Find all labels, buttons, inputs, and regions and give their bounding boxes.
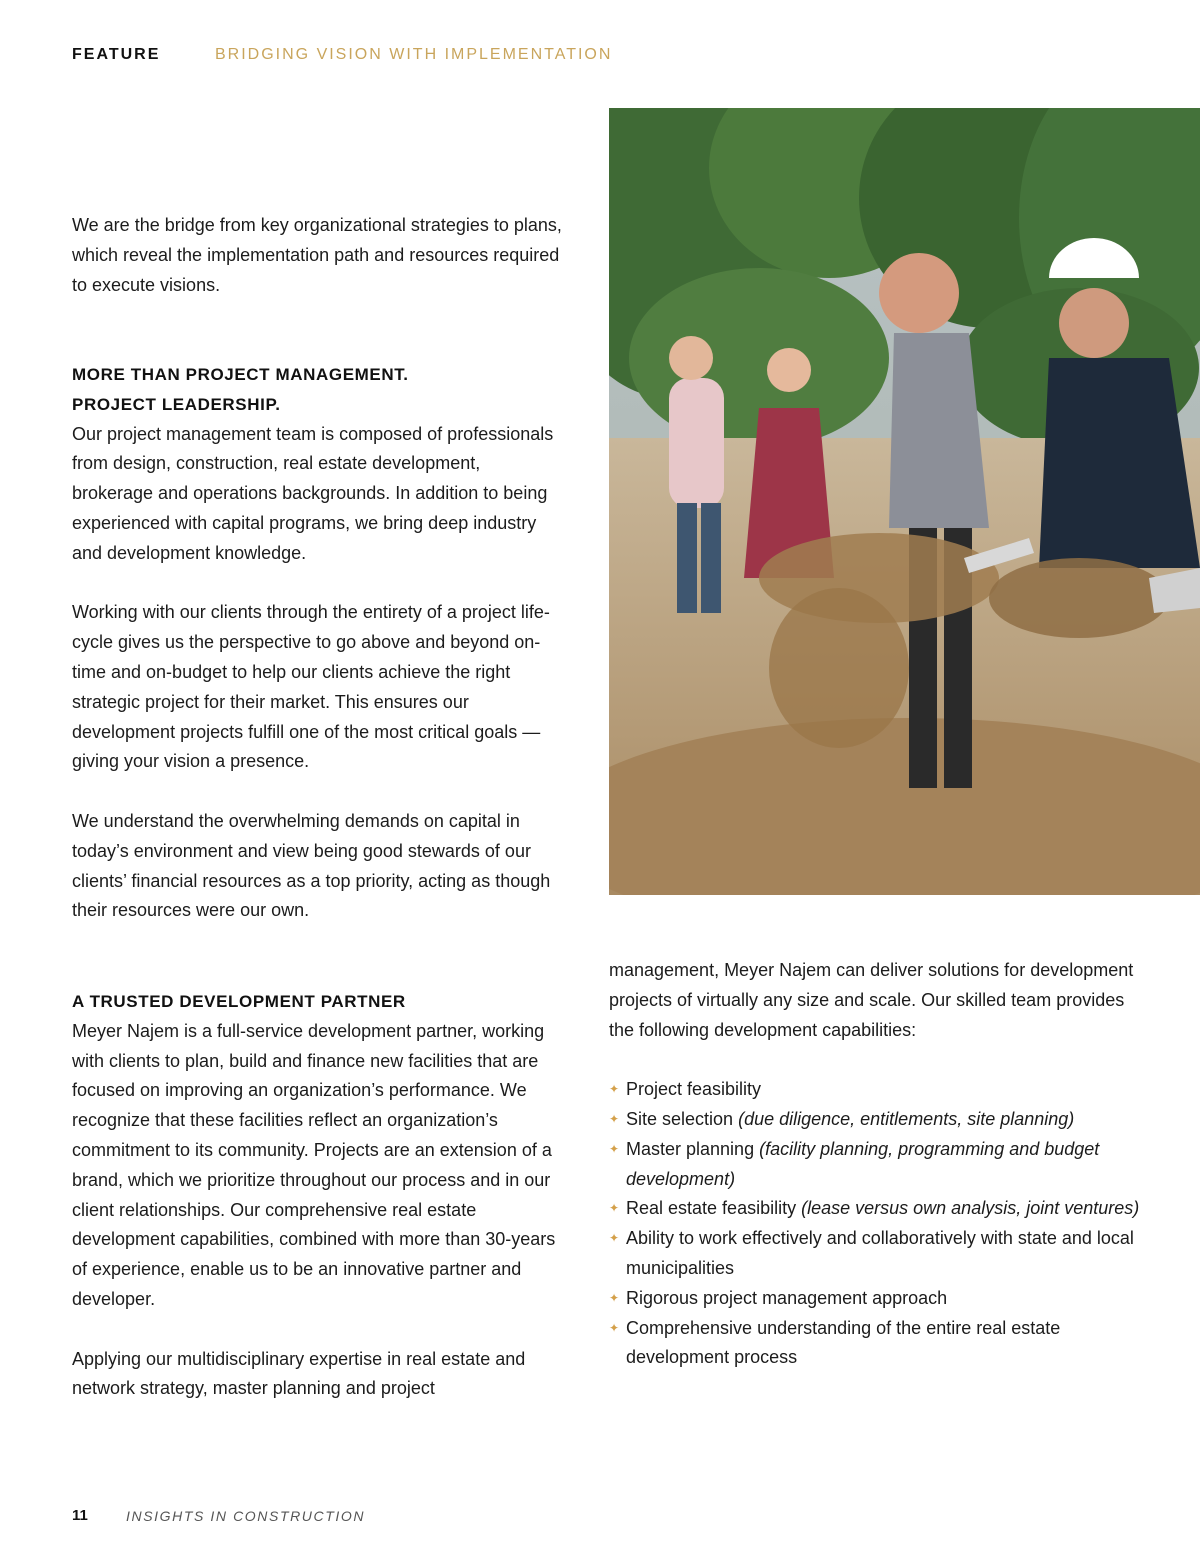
list-item <box>609 1075 1149 1105</box>
intro-block <box>72 211 562 300</box>
section-title: BRIDGING VISION WITH IMPLEMENTATION <box>215 46 613 63</box>
capability-label: Real estate feasibility <box>626 1198 797 1219</box>
star-bullet-icon: ✦ <box>609 1320 620 1335</box>
body-paragraph-continued: management, Meyer Najem can deliver solutions for development projects of virtually any size and scale. Our skilled team provides the following development capabilities: <box>609 960 1134 1040</box>
section-trusted-partner <box>72 987 562 1404</box>
star-bullet-icon: ✦ <box>609 1111 620 1126</box>
list-item <box>609 1314 1149 1374</box>
body-paragraph: Our project management team is composed of professionals from design, construction, real estate development, brokerage and operations backgrounds. In addition to being experienced with capital programs, we bring deep industry and development knowledge. <box>72 423 554 563</box>
list-item <box>609 1284 1149 1314</box>
intro-paragraph: We are the bridge from key organizational strategies to plans, which reveal the implementation path and resources required to execute visions. <box>72 215 562 295</box>
feature-label: FEATURE <box>72 46 161 63</box>
capability-note: (due diligence, entitlements, site planning) <box>738 1108 1075 1129</box>
star-bullet-icon: ✦ <box>609 1290 620 1305</box>
list-item <box>609 1105 1149 1135</box>
section-heading-line2: PROJECT LEADERSHIP. <box>72 394 281 414</box>
body-paragraph: Applying our multidisciplinary expertise in real estate and network strategy, master planning and project <box>72 1348 526 1399</box>
capability-label: Ability to work effectively and collaboratively with state and local municipalities <box>626 1228 1134 1278</box>
list-item <box>609 1194 1149 1224</box>
section-project-leadership <box>72 360 562 926</box>
body-paragraph: We understand the overwhelming demands on capital in today’s environment and view being good stewards of our clients’ financial resources as a top priority, acting as though their resources were our own. <box>72 810 551 921</box>
right-column <box>609 956 1149 1373</box>
section-heading-line1: MORE THAN PROJECT MANAGEMENT. <box>72 365 409 384</box>
star-bullet-icon: ✦ <box>609 1141 620 1156</box>
section-heading: A TRUSTED DEVELOPMENT PARTNER <box>72 992 406 1011</box>
list-item <box>609 1135 1149 1195</box>
capability-label: Rigorous project management approach <box>626 1287 948 1308</box>
capability-note: (lease versus own analysis, joint ventures) <box>801 1198 1140 1219</box>
body-paragraph: Meyer Najem is a full-service development partner, working with clients to plan, build and finance new facilities that are focused on improving an organization’s performance. We recognize that these facilities reflect an organization’s commitment to its community. Projects are an extension of a brand, which we prioritize throughout our process and in our client relationships. Our comprehensive real estate development capabilities, combined with more than 30-years of experience, enable us to be an innovative partner and developer. <box>72 1020 556 1309</box>
groundbreaking-photo <box>609 108 1200 895</box>
body-paragraph: Working with our clients through the entirety of a project life-cycle gives us the perspective to go above and beyond on-time and on-budget to help our clients achieve the right strategic project for their market. This ensures our development projects fulfill one of the most critical goals — giving your vision a presence. <box>72 602 550 772</box>
page-number: 11 <box>72 1507 88 1524</box>
capability-note: (facility planning, programming and budget development) <box>626 1138 1100 1189</box>
capability-label: Site selection <box>626 1108 734 1129</box>
capabilities-list <box>609 1075 1149 1373</box>
photo-illustration <box>609 108 1200 895</box>
list-item <box>609 1224 1149 1284</box>
capability-label: Project feasibility <box>626 1079 762 1100</box>
publication-name: INSIGHTS IN CONSTRUCTION <box>126 1508 366 1524</box>
capability-label: Comprehensive understanding of the entire real estate development process <box>626 1317 1061 1368</box>
capability-label: Master planning <box>626 1138 755 1159</box>
star-bullet-icon: ✦ <box>609 1201 620 1216</box>
star-bullet-icon: ✦ <box>609 1082 620 1097</box>
star-bullet-icon: ✦ <box>609 1231 620 1246</box>
